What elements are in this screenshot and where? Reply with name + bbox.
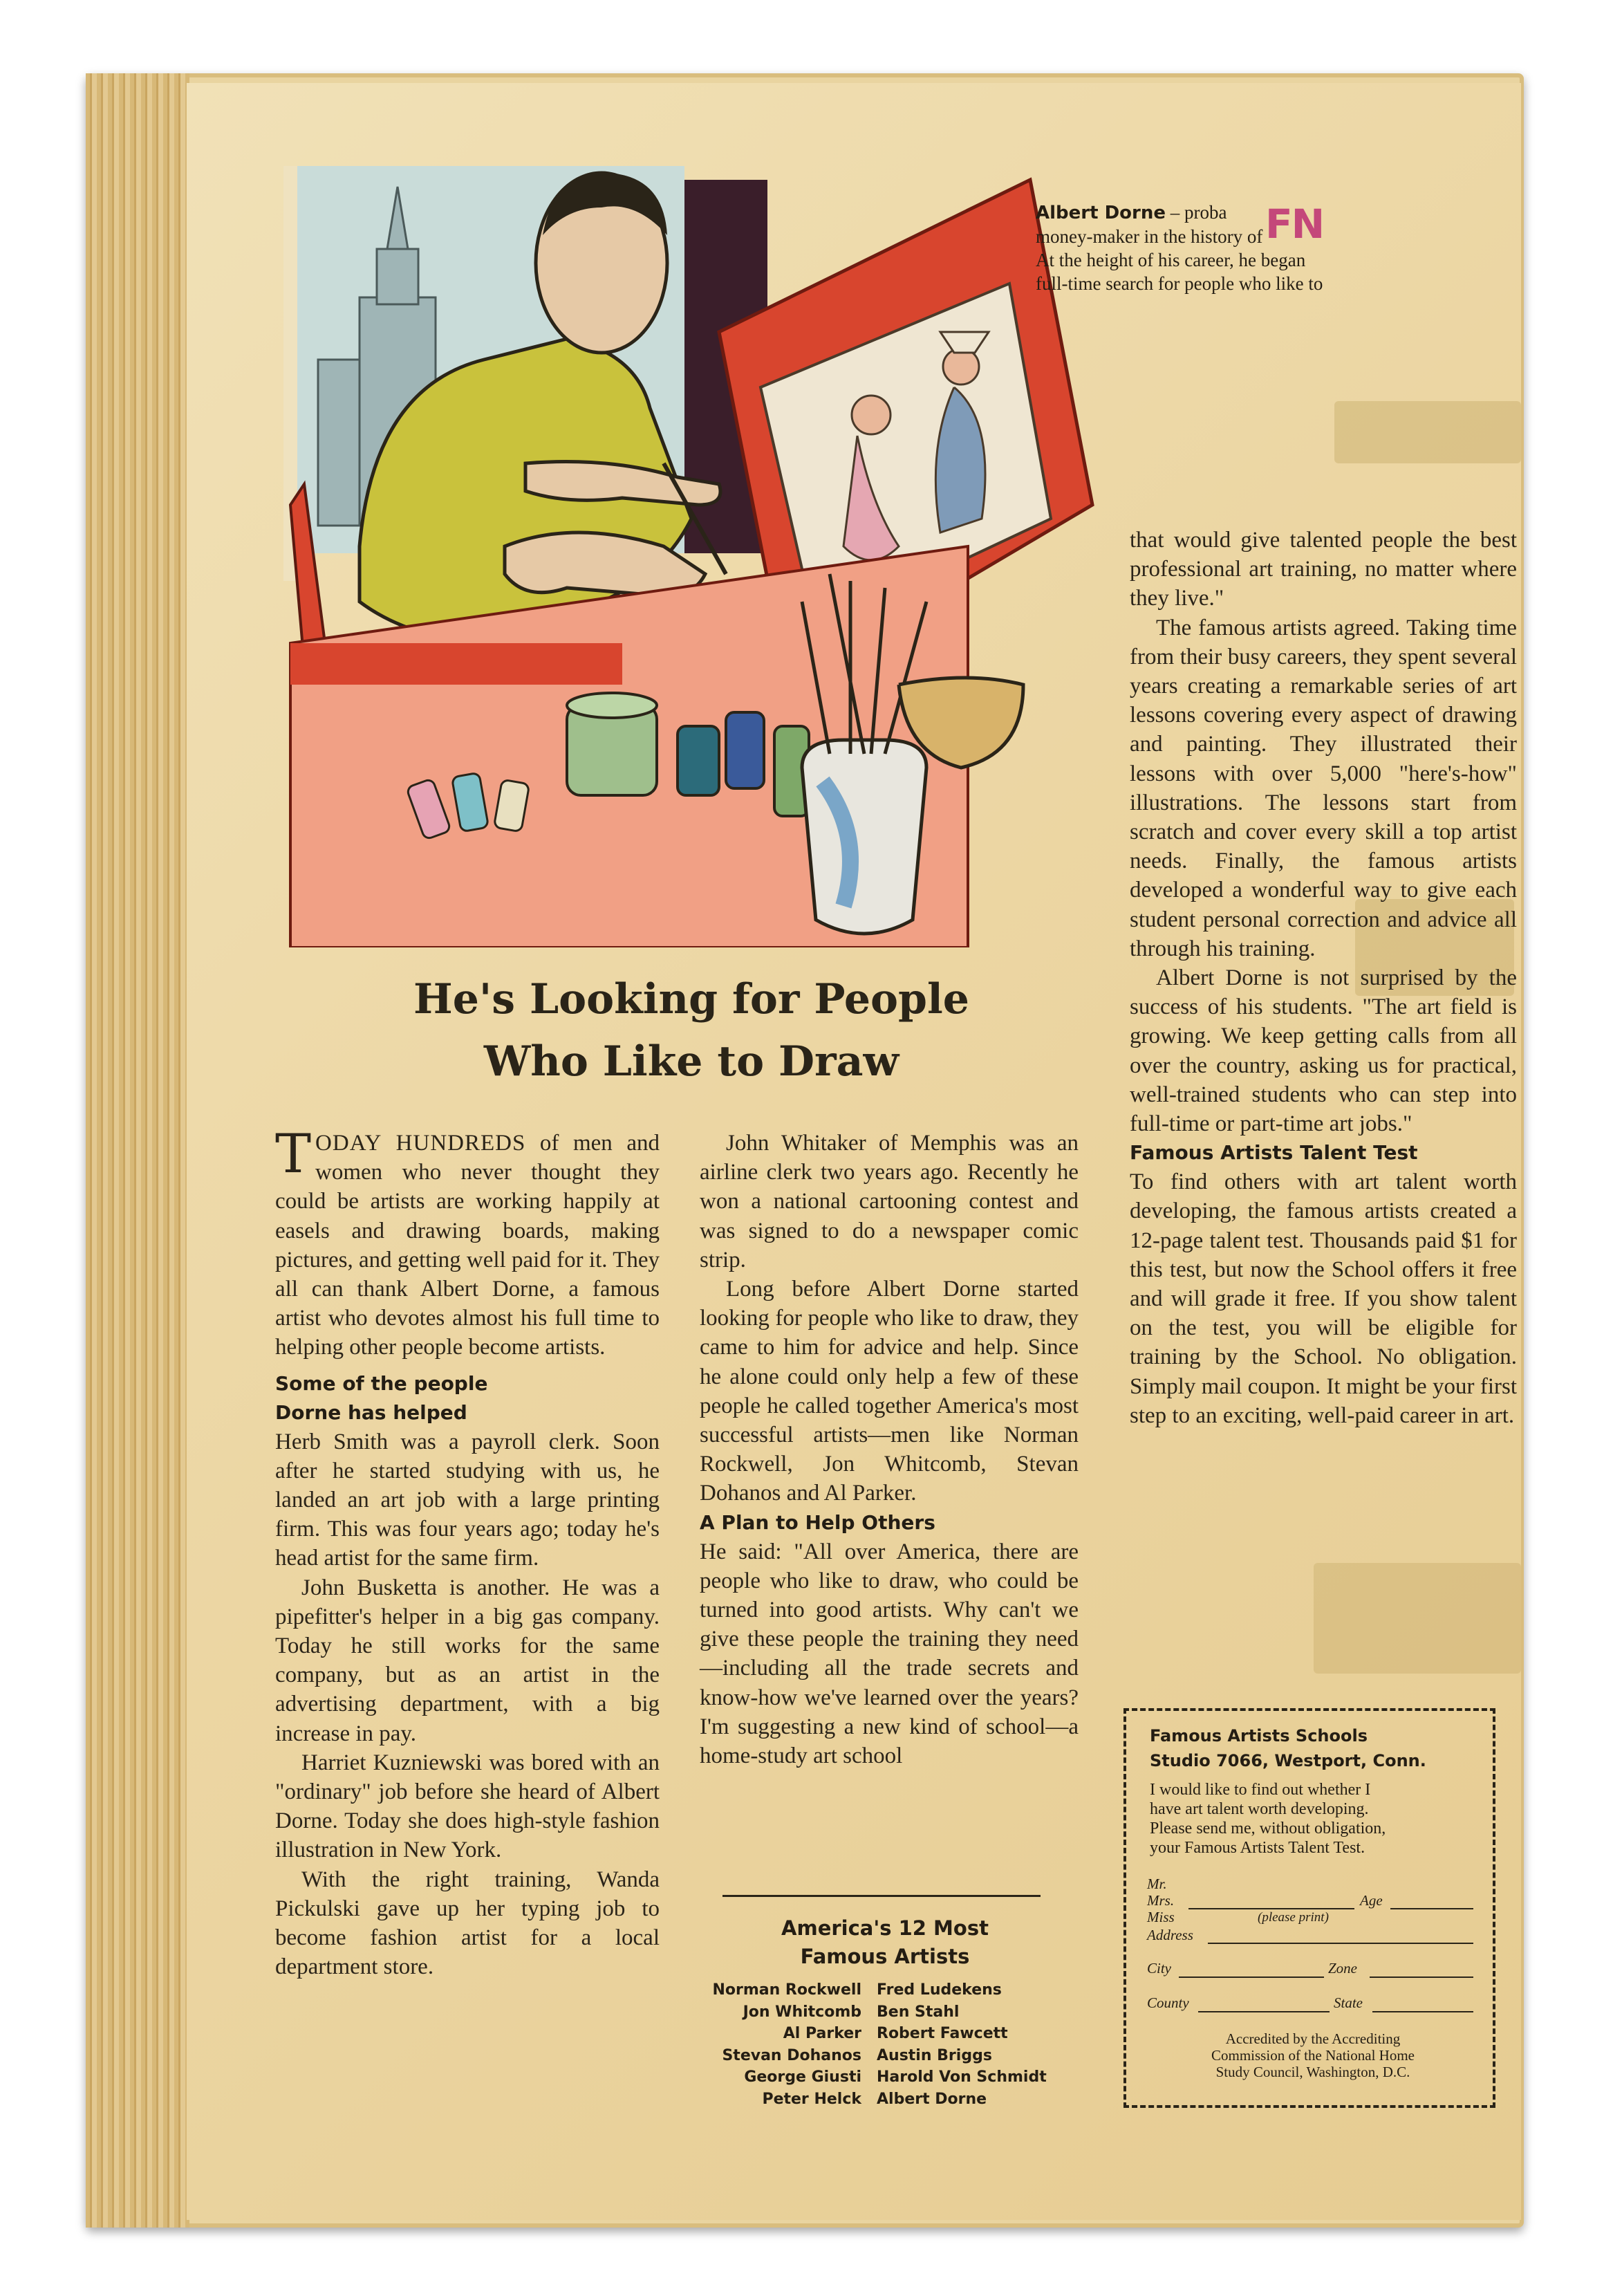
label-state: State [1334, 1994, 1363, 2011]
label-city: City [1147, 1960, 1171, 1976]
paragraph-dorne-history: Long before Albert Dorne started looking for people who like to draw, they came to him for advice and help. Since he alone could only help a few of these people he called together America's most successful artists—men like Norman Rockwell, Jon Whitcomb, Stevan Dohanos and Al Parker. [700, 1277, 1079, 1506]
headline [277, 968, 1106, 1093]
artists-right-list [877, 1979, 1077, 2110]
headline-line-1: He's Looking for People [413, 975, 969, 1024]
paint-tubes [407, 772, 530, 840]
artist-name: George Giusti [744, 2068, 861, 2086]
intro-text: of men and women who never thought they could be artists are working happily at easels and drawing boards, making pictures, and getting well paid for it. They all can thank Albert Dorne, a famous artist who devotes almost his full time to helping other people become artists. [275, 1131, 660, 1360]
headline-line-2: Who Like to Draw [483, 1037, 899, 1086]
table-edge [290, 643, 622, 685]
label-mr: Mr. [1147, 1876, 1167, 1892]
state-field[interactable] [1372, 2011, 1473, 2012]
artist-name: Norman Rockwell [712, 1981, 861, 1999]
page-stack-edge [86, 73, 189, 2228]
zone-field[interactable] [1370, 1976, 1473, 1978]
artist-name: Stevan Dohanos [722, 2046, 861, 2064]
paragraph-continued: that would give talented people the best professional art training, no matter where they live." [1130, 528, 1517, 611]
paragraph-john-whitaker: John Whitaker of Memphis was an airline clerk two years ago. Recently he won a national cartooning contest and was signed to do a newspaper comic strip. [700, 1131, 1079, 1272]
mail-coupon[interactable] [1123, 1708, 1495, 2108]
paragraph-artists-agreed: The famous artists agreed. Taking time from their busy careers, they spent several years creating a remarkable series of art lessons covering every aspect of drawing and painting. They illustrated their lessons with over 5,000 "here's-how" illustrations. The lessons start from scratch and cover every skill a top artist needs. Finally, the famous artists developed a wonderful way to give each student personal correction and advice all through his training. [1130, 615, 1517, 961]
paragraph-harriet: Harriet Kuzniewski was bored with an "ordinary" job before she heard of Albert Dorne. Today she does high-style fashion illustration in New York. [275, 1750, 660, 1863]
article-column-1 [275, 1123, 660, 1981]
coupon-body [1150, 1780, 1386, 1858]
coupon-body-line: I would like to find out whether I [1150, 1781, 1371, 1799]
label-zone: Zone [1328, 1960, 1357, 1976]
artist-name: Jon Whitcomb [743, 2003, 861, 2021]
age-field[interactable] [1390, 1908, 1473, 1909]
subhead-talent-test: Famous Artists Talent Test [1130, 1141, 1418, 1165]
label-county: County [1147, 1994, 1189, 2011]
grade-stamp: FN [1265, 201, 1324, 248]
artist-name: Peter Helck [762, 2090, 861, 2108]
coupon-accreditation [1168, 2030, 1458, 2080]
name-field[interactable] [1188, 1908, 1354, 1909]
subhead-plan: A Plan to Help Others [700, 1510, 935, 1534]
paragraph-herb-smith: Herb Smith was a payroll clerk. Soon after he started studying with us, he landed an art job with a large printing firm. This was four years ago; today he's head artist for the same firm. [275, 1429, 660, 1571]
address-field[interactable] [1208, 1943, 1473, 1944]
city-field[interactable] [1179, 1976, 1324, 1978]
caption-line-1: – proba [1166, 202, 1227, 223]
artist-name: Ben Stahl [877, 2003, 960, 2021]
caption-line-3: At the height of his career, he began [1036, 250, 1306, 270]
paragraph-not-surprised: Albert Dorne is not surprised by the success of his students. "The art field is growing. We keep getting calls from all over the country, asking us for practical, well-trained students who can step into full-time or part-time art jobs." [1130, 965, 1517, 1137]
artist-illustration [277, 159, 1120, 947]
artist-name: Robert Fawcett [877, 2025, 1008, 2042]
artist-name: Fred Ludekens [877, 1981, 1002, 1999]
label-age: Age [1360, 1892, 1383, 1909]
intro-lead: ODAY HUNDREDS [315, 1131, 526, 1156]
label-miss: Miss [1147, 1909, 1175, 1925]
tape-stain [1334, 401, 1521, 463]
artists-title-line: Famous Artists [800, 1945, 970, 1968]
subhead-line: Dorne has helped [275, 1400, 467, 1424]
drop-cap: T [275, 1123, 312, 1185]
accreditation-line: Study Council, Washington, D.C. [1215, 2064, 1410, 2080]
paragraph-john-busketta: John Busketta is another. He was a pipefitter's helper in a big gas company. Today he still works for the same company, but as an artist in the advertising department, with a big increase in pay. [275, 1575, 660, 1746]
divider-rule [722, 1895, 1041, 1897]
artist-name: Albert Dorne [877, 2090, 987, 2108]
artist-name: Harold Von Schmidt [877, 2068, 1047, 2086]
artists-list-title [691, 1914, 1079, 1971]
article-column-3 [1130, 526, 1517, 1430]
caption-line-2: money-maker in the history of [1036, 226, 1263, 247]
tape-stain [1314, 1563, 1521, 1674]
label-address: Address [1147, 1927, 1193, 1943]
paragraph-wanda: With the right training, Wanda Pickulski gave up her typing job to become fashion artist for a local department store. [275, 1867, 660, 1980]
county-field[interactable] [1198, 2011, 1330, 2012]
article-column-2 [700, 1129, 1079, 1770]
artist-name: Al Parker [783, 2025, 861, 2042]
coupon-body-line: your Famous Artists Talent Test. [1150, 1839, 1365, 1857]
artists-title-line: America's 12 Most [781, 1916, 989, 1940]
caption-name: Albert Dorne [1036, 203, 1166, 223]
coupon-school-name: Famous Artists Schools [1150, 1726, 1368, 1746]
coupon-body-line: have art talent worth developing. [1150, 1800, 1369, 1818]
artists-left-list [684, 1979, 861, 2110]
paragraph-he-said: He said: "All over America, there are people who like to draw, who could be turned into good artists. Why can't we give these people the training they need—including all the trade secrets and know-how we've learned over the years? I'm suggesting a new kind of school—a home-study art school [700, 1539, 1079, 1769]
coupon-studio-address: Studio 7066, Westport, Conn. [1150, 1751, 1426, 1770]
brush-jar [802, 740, 926, 934]
paint-tape-rolls [567, 693, 657, 795]
accreditation-line: Commission of the National Home [1211, 2047, 1415, 2064]
coupon-body-line: Please send me, without obligation, [1150, 1820, 1386, 1837]
label-mrs: Mrs. [1147, 1892, 1175, 1909]
subhead-people-helped [275, 1369, 660, 1427]
artist-name: Austin Briggs [877, 2046, 992, 2064]
subhead-line: Some of the people [275, 1371, 488, 1395]
caption-line-4: full-time search for people who like to [1036, 273, 1323, 294]
intro-paragraph [275, 1123, 660, 1362]
label-please-print: (please print) [1258, 1910, 1329, 1925]
illustration-caption [1036, 201, 1451, 295]
accreditation-line: Accredited by the Accrediting [1225, 2030, 1401, 2047]
paragraph-talent-test: To find others with art talent worth developing, the famous artists created a 12-page talent test. Thousands paid $1 for this test, but now the School offers it free and will grade it free. If you show talent on the test, you will be eligible for training by the School. No obligation. Simply mail coupon. It might be your first step to an exciting, well-paid career in art. [1130, 1169, 1517, 1428]
